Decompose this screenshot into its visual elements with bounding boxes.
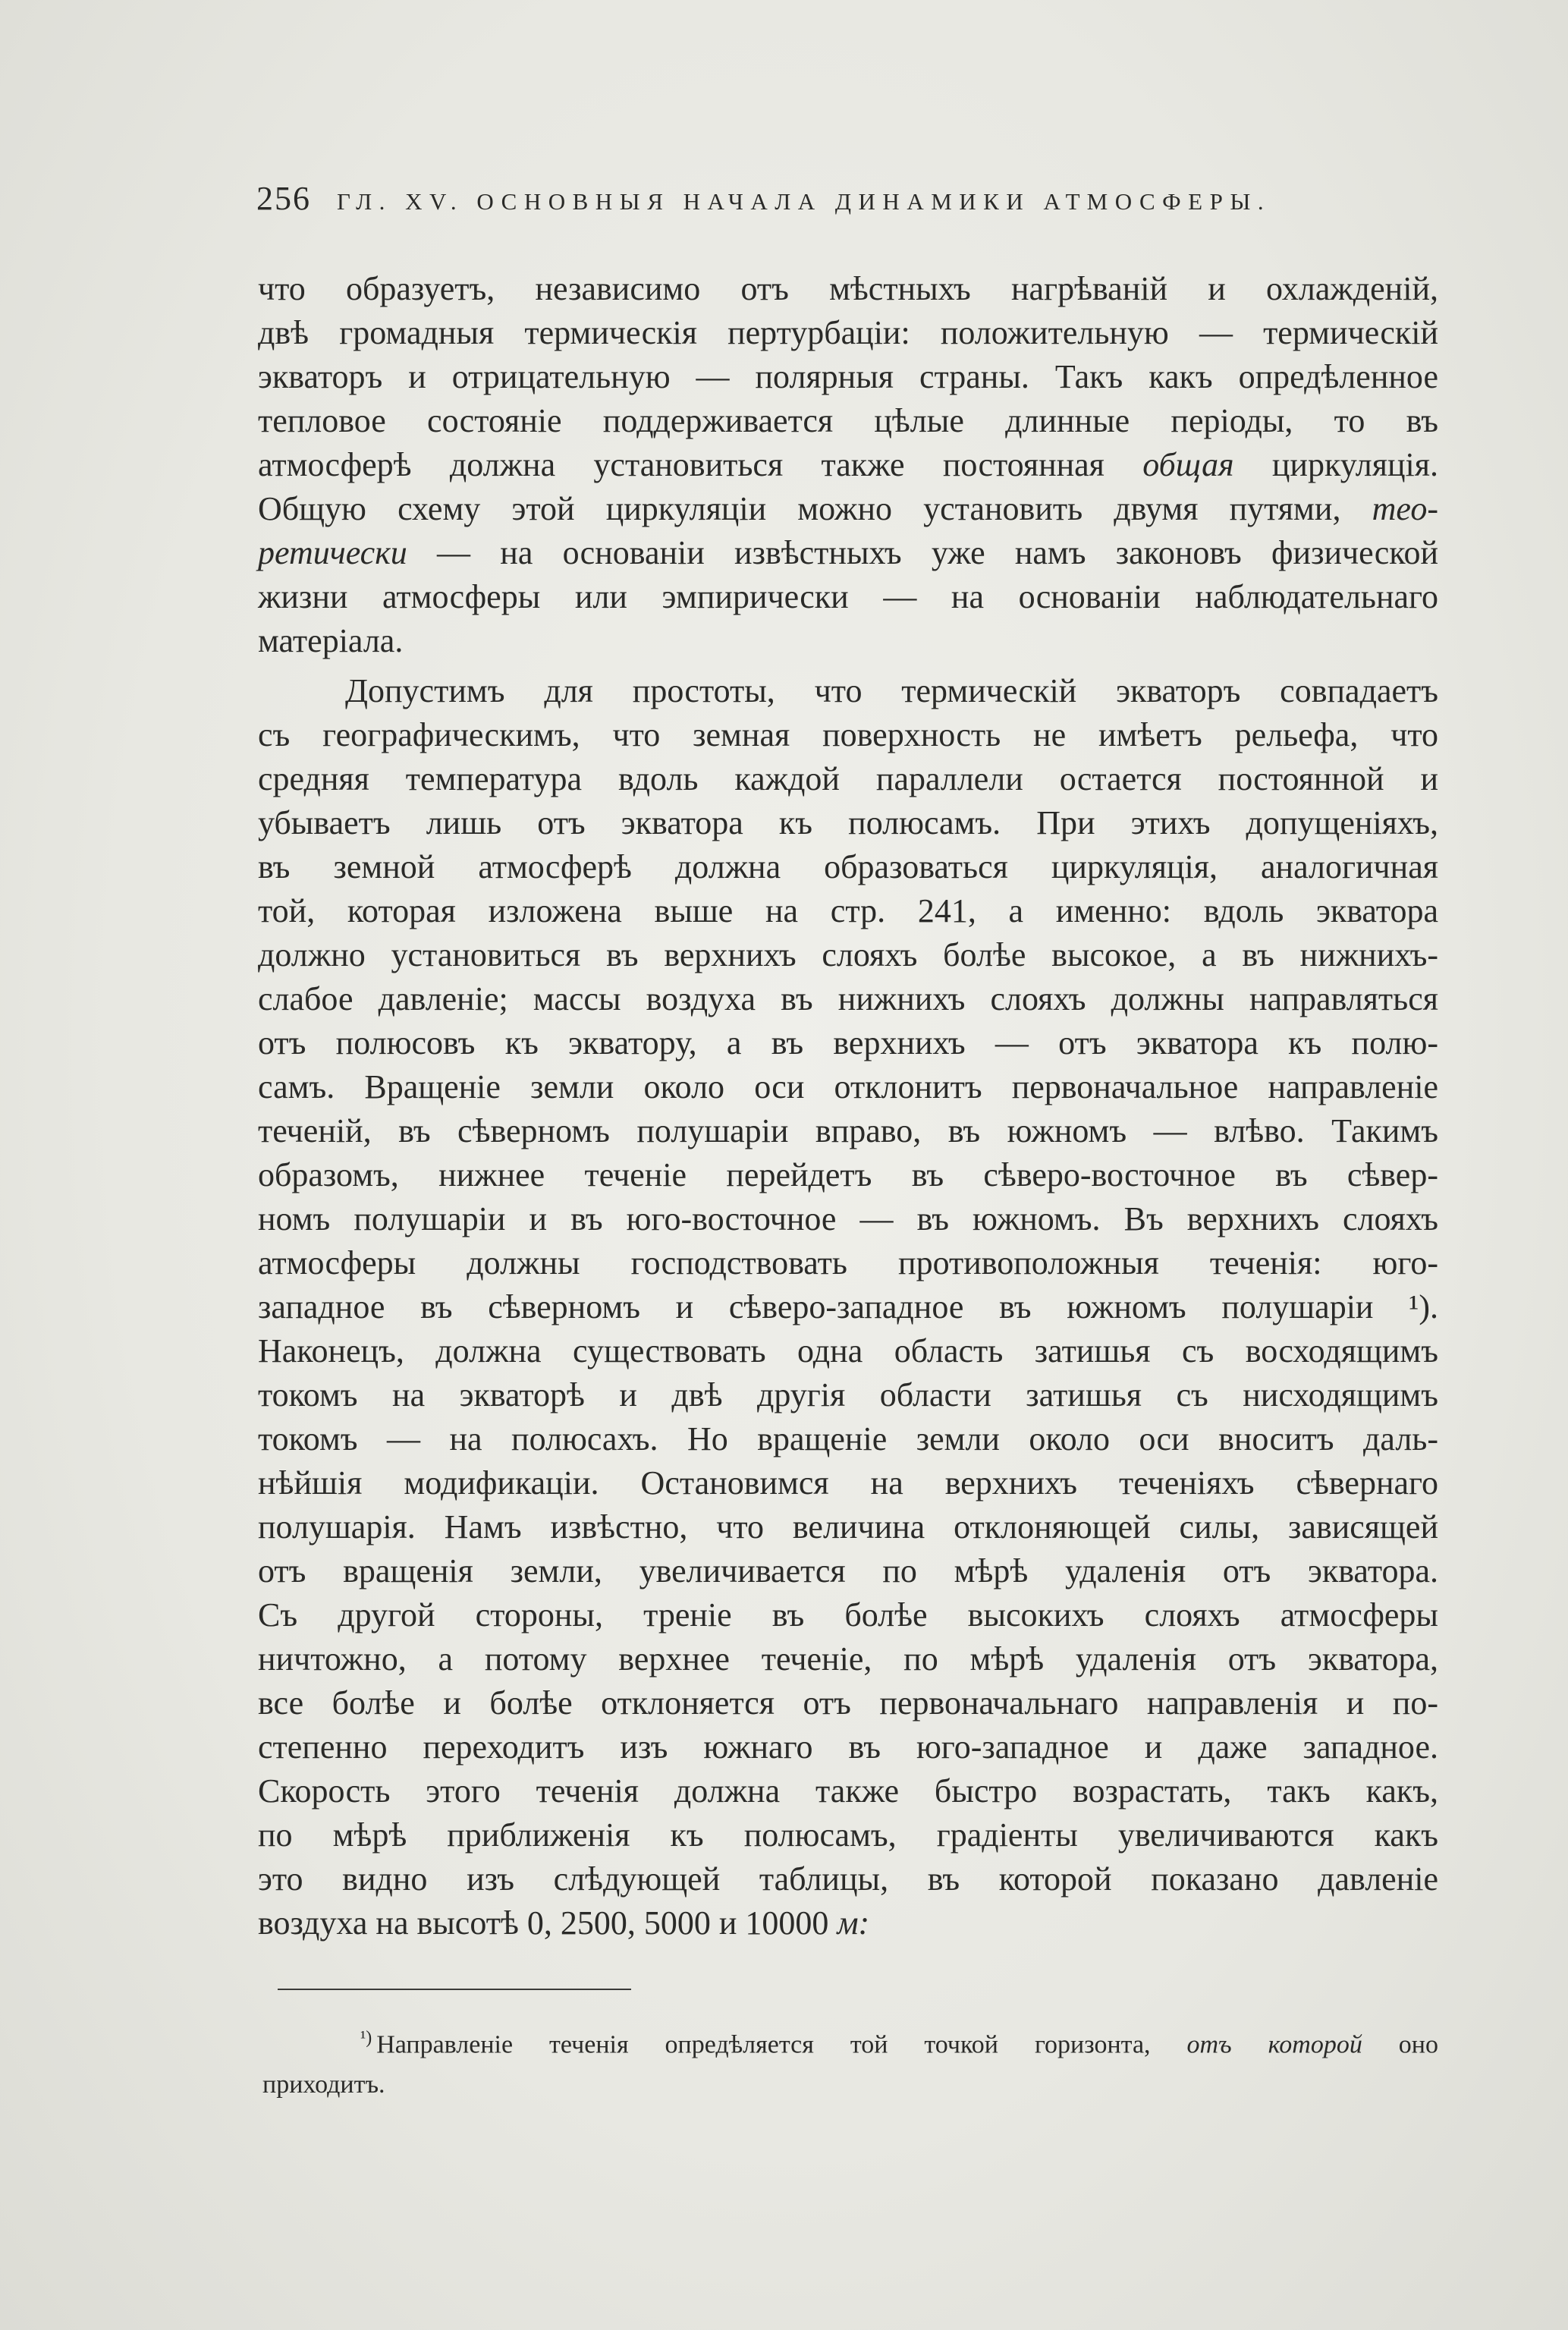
text-line: Допустимъ для простоты, что термическій экваторъ совпадаетъ [345,672,1438,709]
text-line: двѣ громадныя термическія пертурбаціи: положительную — термическій [258,314,1438,351]
text-line: слабое давленіе; массы воздуха въ нижнихъ слояхъ должны направляться [258,980,1438,1017]
emphasis-text: м: [837,1904,870,1942]
text-line: все болѣе и болѣе отклоняется отъ первоначальнаго направленія и по- [258,1684,1438,1722]
text-line: экваторъ и отрицательную — полярныя страны. Такъ какъ опредѣленное [258,358,1438,395]
footnote-marker: ¹) [360,2028,372,2048]
text-line: матеріала. [258,622,404,659]
footnote-line: приходитъ. [262,2071,385,2099]
page-number: 256 [256,180,311,217]
text-line: отъ полюсовъ къ экватору, а въ верхнихъ — отъ экватора къ полю- [258,1024,1438,1061]
text-line [258,531,1438,575]
emphasis-text: общая [1142,446,1234,483]
text-line: токомъ на экваторѣ и двѣ другія области затишья съ нисходящимъ [258,1376,1438,1413]
text-line: атмосферы должны господствовать противоположныя теченія: юго- [258,1244,1438,1281]
text-span: Общую схему этой циркуляціи можно установить двумя путями, [258,490,1372,527]
text-span: — на основаніи извѣстныхъ уже намъ законовъ физической [407,534,1438,571]
text-line: съ географическимъ, что земная поверхность не имѣетъ рельефа, что [258,716,1438,753]
text-line: Наконецъ, должна существовать одна область затишья съ восходящимъ [258,1332,1438,1369]
running-title: ГЛ. XV. ОСНОВНЫЯ НАЧАЛА ДИНАМИКИ АТМОСФЕРЫ. [337,188,1271,215]
emphasis-text: тео- [1372,490,1438,527]
text-line: степенно переходитъ изъ южнаго въ юго-западное и даже западное. [258,1728,1438,1766]
text-line: полушарія. Намъ извѣстно, что величина отклоняющей силы, зависящей [258,1508,1438,1545]
text-line: токомъ — на полюсахъ. Но вращеніе земли около оси вноситъ даль- [258,1420,1438,1457]
text-span: Направленіе теченія опредѣляется той точкой горизонта, [376,2030,1187,2059]
text-line: Скорость этого теченія должна также быстро возрастать, такъ какъ, [258,1772,1438,1810]
text-line: по мѣрѣ приближенія къ полюсамъ, градіенты увеличиваются какъ [258,1816,1438,1854]
text-line: жизни атмосферы или эмпирически — на основаніи наблюдательнаго [258,578,1438,615]
text-line [258,1901,1438,1945]
text-line: это видно изъ слѣдующей таблицы, въ которой показано давленіе [258,1860,1438,1898]
text-line: нѣйшія модификаціи. Остановимся на верхнихъ теченіяхъ сѣвернаго [258,1464,1438,1501]
emphasis-text: отъ которой [1186,2030,1362,2059]
emphasis-text: ретически [258,534,407,571]
text-line: должно установиться въ верхнихъ слояхъ болѣе высокое, а въ нижнихъ- [258,936,1438,973]
text-line: Съ другой стороны, треніе въ болѣе высокихъ слояхъ атмосферы [258,1596,1438,1634]
text-line [258,443,1438,487]
text-line: образомъ, нижнее теченіе перейдетъ въ сѣверо-восточное въ сѣвер- [258,1156,1438,1193]
text-line: теченій, въ сѣверномъ полушаріи вправо, въ южномъ — влѣво. Такимъ [258,1112,1438,1149]
text-line [258,487,1438,531]
text-line: той, которая изложена выше на стр. 241, а именно: вдоль экватора [258,892,1438,929]
footnote-line [360,2018,1438,2058]
text-line: убываетъ лишь отъ экватора къ полюсамъ. При этихъ допущеніяхъ, [258,804,1438,841]
page-header [256,179,1440,225]
text-line: тепловое состояніе поддерживается цѣлые длинные періоды, то въ [258,402,1438,439]
text-line: средняя температура вдоль каждой параллели остается постоянной и [258,760,1438,797]
text-span: оно [1362,2030,1438,2059]
text-line: что образуетъ, независимо отъ мѣстныхъ нагрѣваній и охлажденій, [258,270,1438,307]
footnote-divider [278,1989,631,1990]
text-line: въ земной атмосферѣ должна образоваться циркуляція, аналогичная [258,848,1438,885]
text-span: циркуляція. [1233,446,1438,483]
text-line: самъ. Вращеніе земли около оси отклонитъ первоначальное направленіе [258,1068,1438,1105]
text-line: ничтожно, а потому верхнее теченіе, по мѣрѣ удаленія отъ экватора, [258,1640,1438,1678]
text-line: номъ полушаріи и въ юго-восточное — въ южномъ. Въ верхнихъ слояхъ [258,1200,1438,1237]
text-line: отъ вращенія земли, увеличивается по мѣрѣ удаленія отъ экватора. [258,1552,1438,1589]
text-span: воздуха на высотѣ 0, 2500, 5000 и 10000 [258,1904,837,1942]
text-line: западное въ сѣверномъ и сѣверо-западное въ южномъ полушаріи ¹). [258,1288,1438,1325]
text-span: атмосферѣ должна установиться также постоянная [258,446,1143,483]
